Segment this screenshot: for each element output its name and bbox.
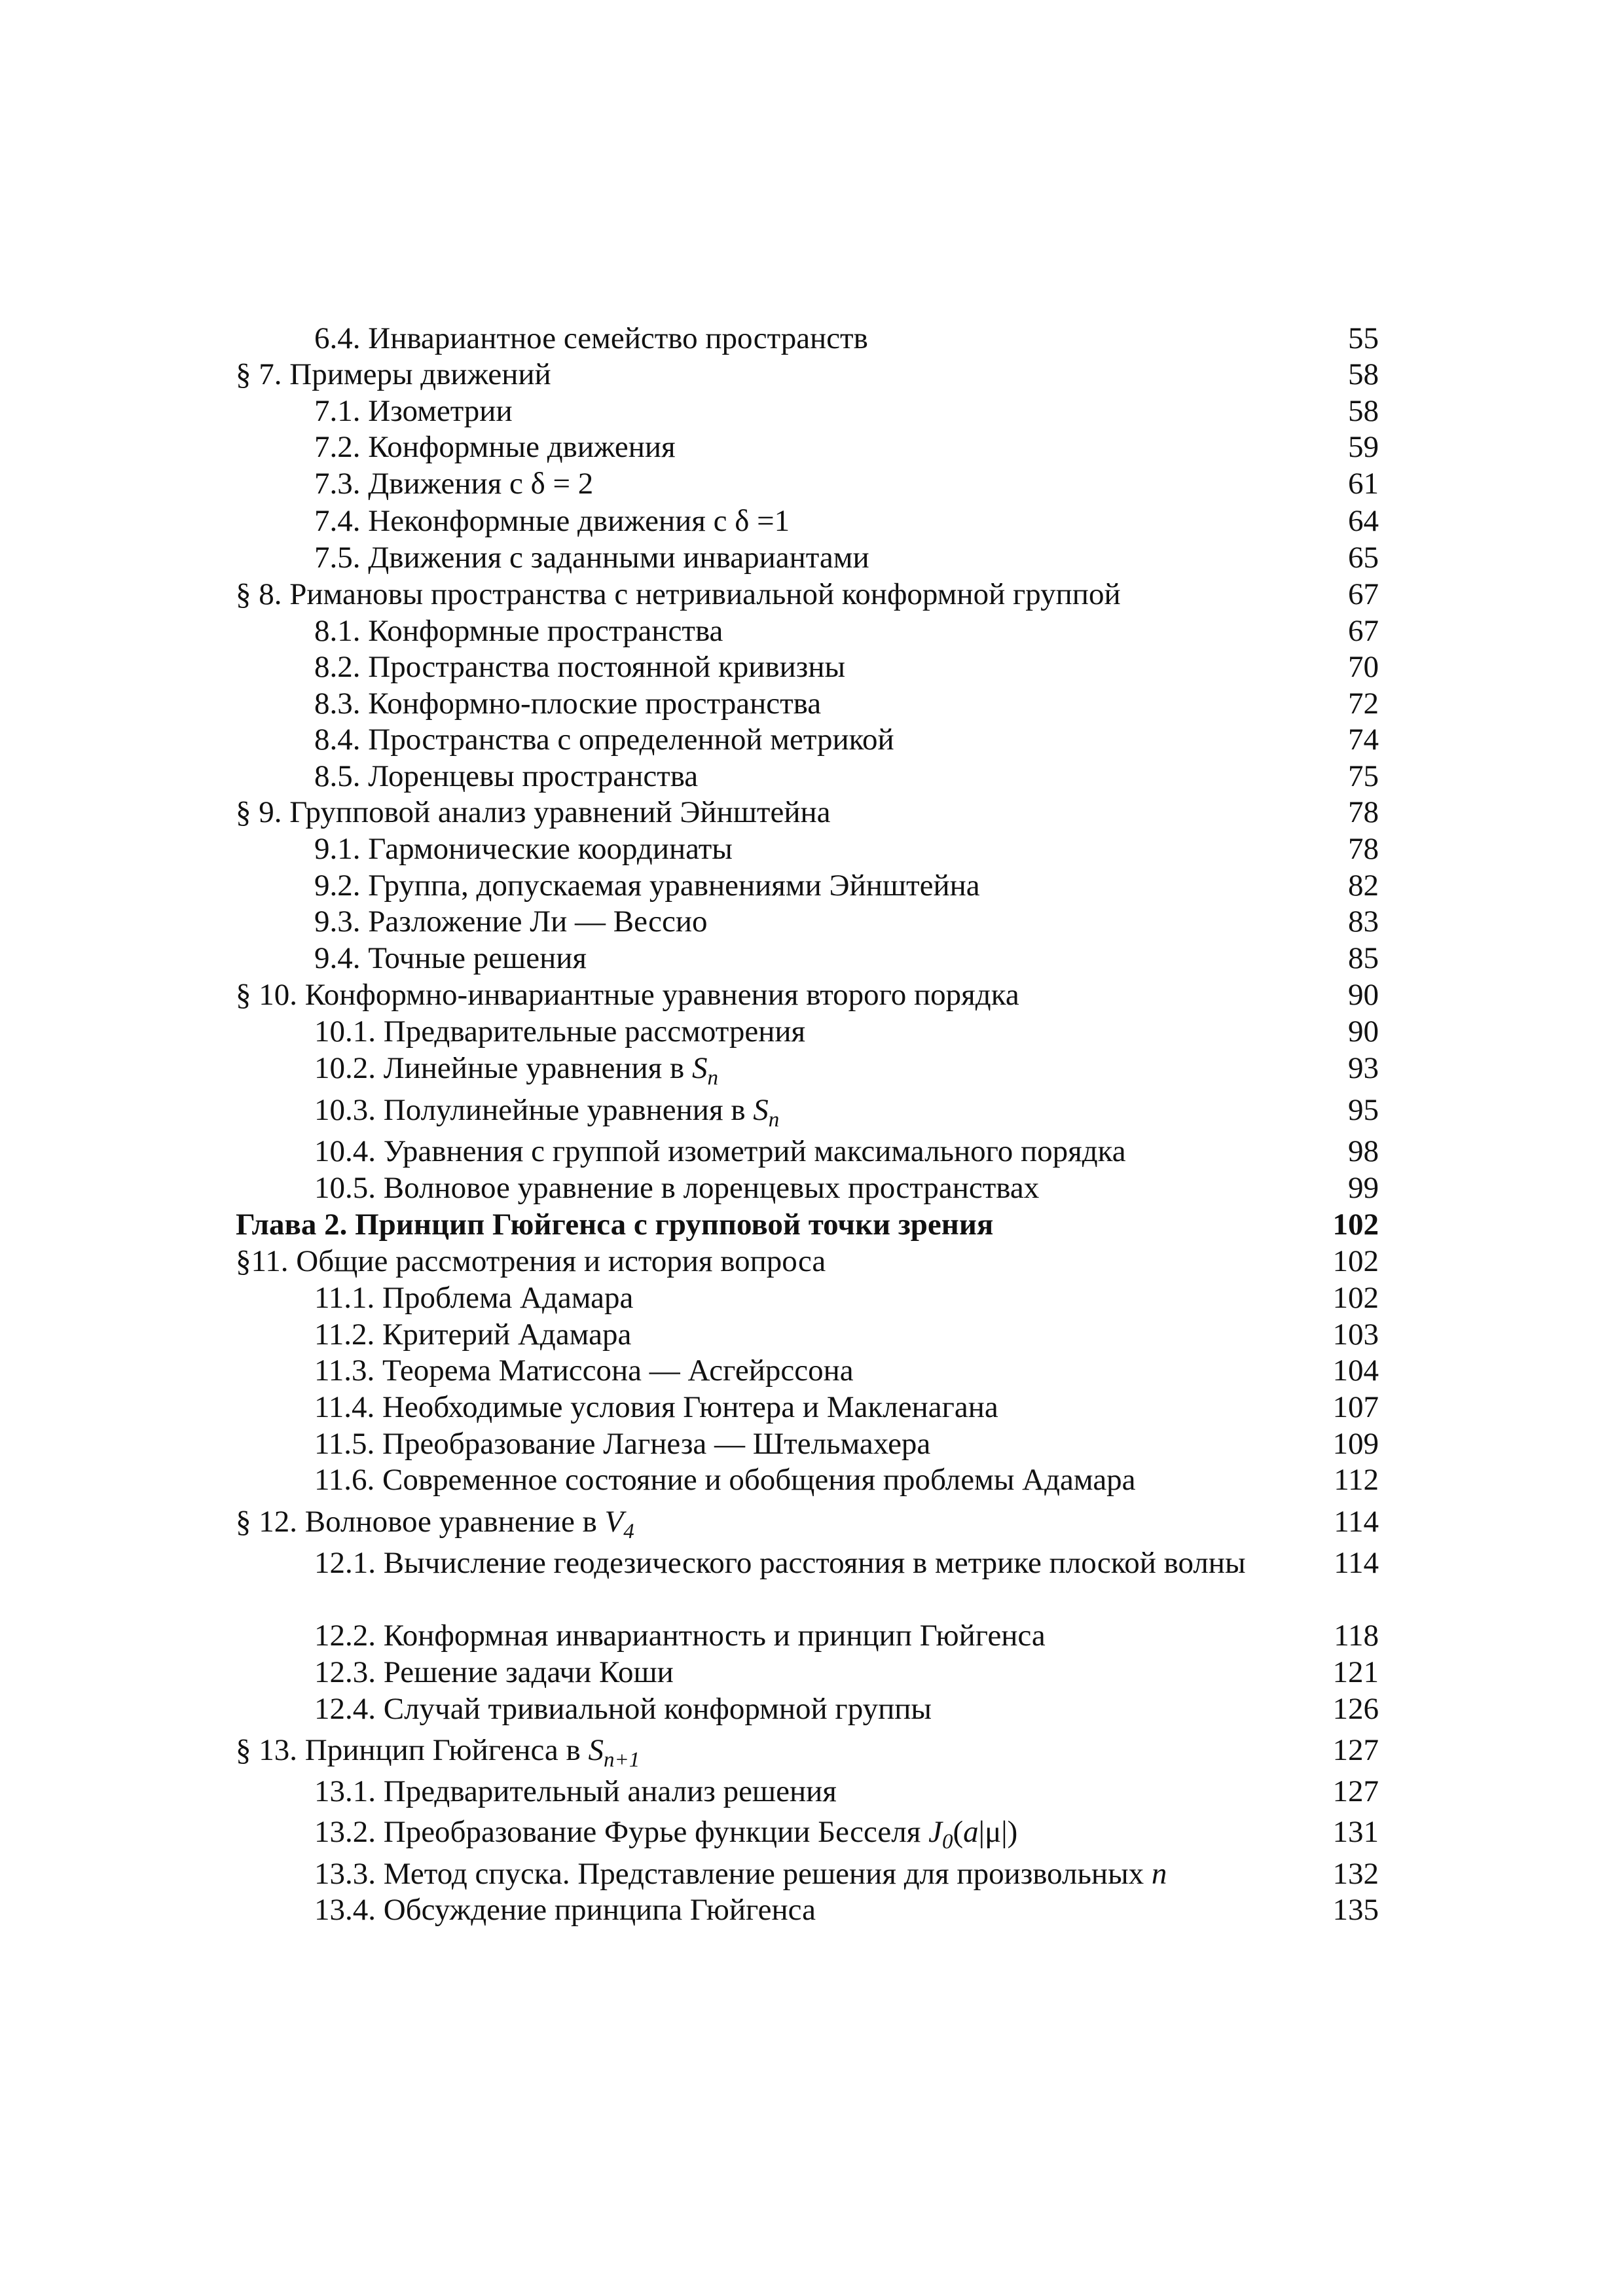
toc-entry-text: § 9. Групповой анализ уравнений Эйнштейна [236, 795, 831, 829]
toc-entry-title [314, 543, 869, 573]
toc-entry-page: 127 [1332, 1733, 1379, 1767]
toc-entry-text: Глава 2. Принцип Гюйгенса с групповой точки зрения [236, 1208, 994, 1242]
toc-entry-text: § 7. Примеры движений [236, 357, 551, 391]
toc-entry-title [314, 1859, 1167, 1890]
toc-entry-title [314, 1173, 1039, 1204]
toc-entry-text: 11.3. Теорема Матиссона — Асгейрссона [314, 1354, 854, 1388]
toc-entry-title [236, 579, 1121, 610]
toc-entry-title [314, 506, 790, 537]
toc-entry-page: 98 [1348, 1134, 1379, 1168]
toc-entry-title [314, 1016, 805, 1047]
toc-entry-page: 93 [1348, 1051, 1379, 1085]
toc-entry-page: 74 [1348, 723, 1379, 757]
toc-entry-text: 9.3. Разложение Ли — Вессио [314, 905, 708, 939]
toc-entry-page: 102 [1332, 1281, 1379, 1315]
toc-entry-text: 10.5. Волновое уравнение в лоренцевых пространствах [314, 1171, 1040, 1205]
toc-entry-page: 67 [1348, 577, 1379, 611]
toc-entry-title [236, 1733, 640, 1772]
toc-entry-text: 9.2. Группа, допускаемая уравнениями Эйнштейна [314, 869, 980, 903]
toc-entry-title [236, 797, 831, 828]
toc-entry-text: 7.2. Конформные движения [314, 430, 676, 464]
toc-entry-title [314, 689, 821, 719]
math-subscript: n+1 [603, 1748, 640, 1772]
toc-entry-page: 83 [1348, 905, 1379, 939]
toc-entry-page: 131 [1332, 1815, 1379, 1849]
toc-entry-text: 10.2. Линейные уравнения в [314, 1051, 692, 1085]
toc-entry-page: 109 [1332, 1427, 1379, 1461]
toc-entry-page: 127 [1332, 1774, 1379, 1808]
toc-entry-text: 11.6. Современное состояние и обобщения проблемы Адамара [314, 1463, 1136, 1497]
toc-entry-title [236, 1210, 993, 1240]
toc-entry-text: 8.1. Конформные пространства [314, 614, 723, 648]
toc-entry-text: 12.2. Конформная инвариантность и принцип Гюйгенса [314, 1619, 1046, 1653]
toc-entry-page: 135 [1332, 1893, 1379, 1927]
toc-entry-text: 9.4. Точные решения [314, 941, 587, 975]
math-subscript: n [707, 1066, 718, 1090]
toc-entry-title [236, 980, 1019, 1011]
toc-entry-page: 67 [1348, 614, 1379, 648]
toc-entry-page: 90 [1348, 1014, 1379, 1049]
math-variable: V [604, 1505, 624, 1539]
toc-entry-text: 10.4. Уравнения с группой изометрий максимального порядка [314, 1134, 1126, 1168]
math-variable: a [963, 1815, 979, 1849]
toc-entry-text: 7.1. Изометрии [314, 394, 513, 428]
toc-entry-text: 9.1. Гармонические координаты [314, 832, 733, 866]
toc-entry-page: 104 [1332, 1354, 1379, 1388]
toc-entry-page: 114 [1334, 1505, 1379, 1539]
toc-entry-text: §11. Общие рассмотрения и история вопроса [236, 1244, 826, 1278]
toc-entry-page: 103 [1332, 1318, 1379, 1352]
toc-entry-text: 8.3. Конформно-плоские пространства [314, 687, 822, 721]
toc-entry-page: 82 [1348, 869, 1379, 903]
toc-entry-title [314, 870, 980, 901]
toc-entry-title [314, 1544, 1257, 1582]
toc-entry-text: 13.4. Обсуждение принципа Гюйгенса [314, 1893, 816, 1927]
math-variable: J [928, 1815, 942, 1849]
toc-entry-page: 85 [1348, 941, 1379, 975]
toc-entry-text: 11.4. Необходимые условия Гюнтера и Макленагана [314, 1390, 998, 1424]
toc-entry-page: 64 [1348, 504, 1379, 538]
toc-entry-page: 65 [1348, 541, 1379, 575]
toc-entry-title [314, 1319, 631, 1350]
toc-entry-page: 72 [1348, 687, 1379, 721]
toc-entry-page: 102 [1332, 1244, 1379, 1278]
math-variable: S [588, 1733, 604, 1767]
toc-entry-title [314, 323, 868, 354]
toc-entry-text: 11.2. Критерий Адамара [314, 1318, 632, 1352]
math-variable: S [691, 1051, 708, 1085]
toc-entry-page: 112 [1334, 1463, 1379, 1497]
toc-entry-text: 10.1. Предварительные рассмотрения [314, 1014, 806, 1049]
toc-entry-text: § 10. Конформно-инвариантные уравнения второго порядка [236, 978, 1019, 1012]
toc-entry-page: 95 [1348, 1093, 1379, 1127]
toc-entry-text: 13.1. Предварительный анализ решения [314, 1774, 837, 1808]
math-subscript: n [768, 1108, 780, 1132]
toc-entry-title [314, 1392, 998, 1423]
toc-entry-title [314, 652, 845, 683]
toc-entry-text: 13.3. Метод спуска. Представление решения для произвольных [314, 1857, 1152, 1891]
toc-entry-title [314, 1657, 674, 1688]
toc-entry-title [314, 1093, 780, 1132]
math-subscript: 4 [623, 1520, 634, 1543]
toc-entry-text: 6.4. Инвариантное семейство пространств [314, 321, 868, 355]
math-variable: n [1151, 1857, 1167, 1891]
toc-entry-text: 11.5. Преобразование Лагнеза — Штельмахера [314, 1427, 931, 1461]
toc-entry-page: 58 [1348, 394, 1379, 428]
toc-entry-text: 10.3. Полулинейные уравнения в [314, 1093, 754, 1127]
toc-entry-text: § 12. Волновое уравнение в [236, 1505, 605, 1539]
toc-entry-text: § 13. Принцип Гюйгенса в [236, 1733, 589, 1767]
toc-entry-text: 7.5. Движения с заданными инвариантами [314, 541, 869, 575]
toc-entry-page: 121 [1332, 1655, 1379, 1689]
toc-entry-title [314, 761, 698, 792]
toc-entry-page: 61 [1348, 467, 1379, 501]
toc-entry-title [314, 469, 593, 499]
toc-entry-title [314, 943, 587, 974]
toc-entry-text: § 8. Римановы пространства с нетривиальной конформной группой [236, 577, 1121, 611]
toc-entry-title [314, 1815, 1018, 1854]
toc-entry-title [314, 1694, 932, 1725]
toc-entry-text: 11.1. Проблема Адамара [314, 1281, 634, 1315]
toc-entry-page: 114 [1334, 1546, 1379, 1580]
toc-entry-title [236, 1505, 634, 1543]
math-paren-close: |μ|) [978, 1815, 1018, 1849]
toc-entry-title [314, 1136, 1126, 1167]
toc-entry-page: 132 [1332, 1857, 1379, 1891]
toc-entry-page: 59 [1348, 430, 1379, 464]
toc-entry-page: 78 [1348, 795, 1379, 829]
toc-entry-title [314, 1776, 837, 1807]
toc-entry-title [314, 1051, 718, 1090]
toc-entry-page: 126 [1332, 1692, 1379, 1726]
toc-entry-text: 12.1. Вычисление геодезического расстояния в метрике плоской волны [314, 1546, 1246, 1580]
toc-entry-page: 78 [1348, 832, 1379, 866]
toc-entry-title [314, 906, 708, 937]
math-paren-open: ( [953, 1815, 964, 1849]
toc-entry-page: 58 [1348, 357, 1379, 391]
toc-entry-page: 102 [1332, 1208, 1379, 1242]
toc-entry-text: 12.4. Случай тривиальной конформной группы [314, 1692, 932, 1726]
toc-entry-title [236, 359, 551, 390]
toc-entry-title [314, 396, 513, 427]
toc-entry-title [314, 1355, 854, 1386]
toc-entry-page: 118 [1334, 1619, 1379, 1653]
toc-entry-title [314, 725, 894, 755]
toc-entry-page: 70 [1348, 650, 1379, 684]
toc-entry-page: 75 [1348, 759, 1379, 793]
toc-entry-text: 8.5. Лоренцевы пространства [314, 759, 699, 793]
toc-entry-page: 99 [1348, 1171, 1379, 1205]
math-subscript: 0 [942, 1830, 953, 1854]
toc-entry-page: 90 [1348, 978, 1379, 1012]
toc-entry-title [314, 432, 676, 463]
toc-entry-title [314, 1621, 1046, 1651]
toc-entry-title [314, 1465, 1136, 1496]
toc-entry-title [314, 1895, 816, 1926]
toc-entry-title [314, 1283, 633, 1314]
toc-entry-title [314, 1429, 930, 1460]
toc-entry-title [236, 1246, 826, 1277]
math-variable: S [753, 1093, 769, 1127]
toc-entry-title [314, 616, 723, 647]
toc-entry-text: 13.2. Преобразование Фурье функции Бесселя [314, 1815, 929, 1849]
toc-entry-title [314, 834, 733, 865]
toc-entry-page: 55 [1348, 321, 1379, 355]
toc-entry-page: 107 [1332, 1390, 1379, 1424]
toc-entry-text: 8.2. Пространства постоянной кривизны [314, 650, 846, 684]
toc-entry-text: 8.4. Пространства с определенной метрикой [314, 723, 894, 757]
toc-entry-text: 7.4. Неконформные движения с δ =1 [314, 504, 790, 538]
toc-entry-text: 12.3. Решение задачи Коши [314, 1655, 674, 1689]
toc-entry-text: 7.3. Движения с δ = 2 [314, 467, 594, 501]
